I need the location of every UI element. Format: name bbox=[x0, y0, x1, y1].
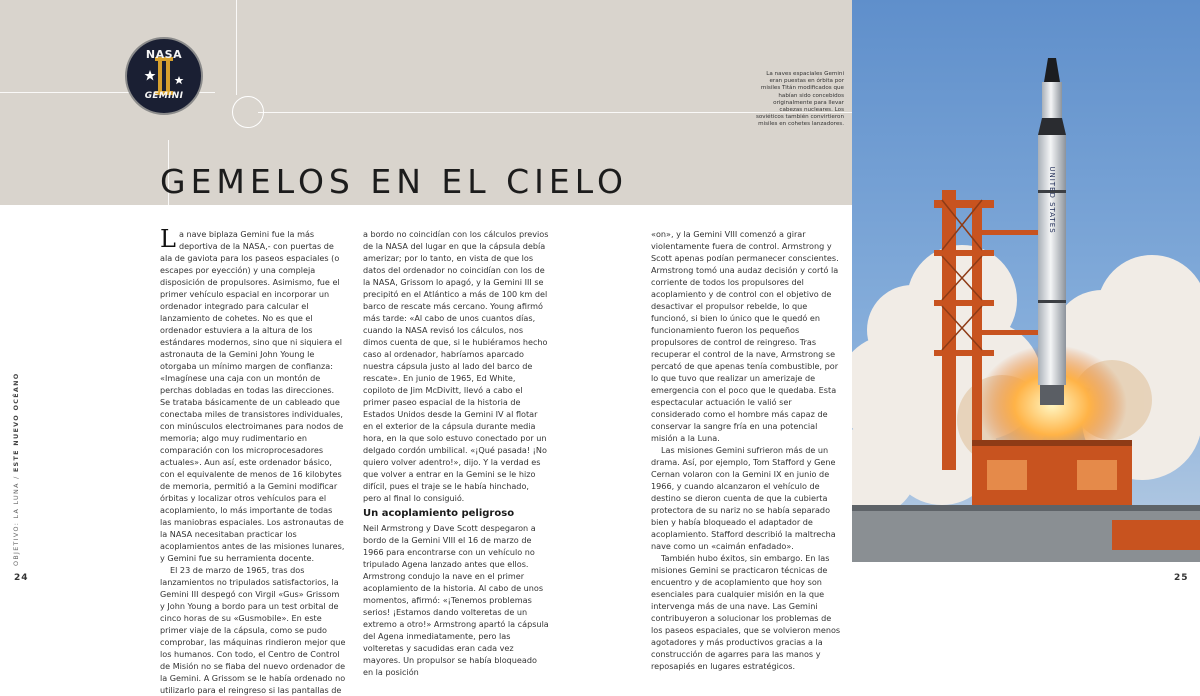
deco-ring bbox=[232, 96, 264, 128]
side-label-part2: ESTE NUEVO OCÉANO bbox=[12, 372, 20, 473]
text-column-1 bbox=[160, 225, 346, 696]
text-column-3 bbox=[651, 228, 841, 672]
text-column-2 bbox=[363, 228, 549, 678]
section-subhead: Un acoplamiento peligroso bbox=[363, 508, 515, 519]
paragraph: Las misiones Gemini sufrieron más de un drama. Así, por ejemplo, Tom Stafford y Gene Cernan volaron con la Gemini IX en junio de 1966, y cuando alcanzaron el vehículo de destino se dieron cuenta de que la cubierta protectora de su nariz no se había separado bien y había bloqueado el adaptador de acoplamiento. Stafford describió la maltrecha nave como un «caimán enfadado». bbox=[651, 445, 836, 551]
paragraph: «on», y la Gemini VIII comenzó a girar violentamente fuera de control. Armstrong y Scott apenas podían permanecer conscientes. Armstrong tomó una audaz decisión y cortó la corriente de todos los propulsores del acoplamiento y de control con el objetivo de desactivar el propulsor rebelde, lo que funcionó, si bien lo único que le quedó en funcionamiento fueron los pequeños propulsores de control de reingreso. Tras recuperar el control de la nave, Armstrong se percató de que apenas tenía combustible, por lo que tuvo que realizar un amerizaje de emergencia con el poco que le quedaba. Esta espectacular actuación le valió ser considerado como el hombre más capaz de conservar la sangre fría en una potencial misión a la Luna. bbox=[651, 229, 839, 443]
photo-caption: La naves espaciales Gemini eran puestas en órbita por misiles Titán modificados que habían sido concebidos originalmente para llevar cabezas nucleares. Los soviéticos también convirtieron misiles en cohetes lanzadores. bbox=[755, 71, 844, 128]
titan-rocket-illustration bbox=[852, 0, 1200, 562]
nasa-gemini-badge bbox=[125, 37, 203, 115]
paragraph: El 23 de marzo de 1965, tras dos lanzamientos no tripulados satisfactorios, la Gemini III despegó con Virgil «Gus» Grissom y John Young a bordo para un test orbital de cinco horas de su «Gusmobile». En este primer viaje de la cápsula, como se pudo comprobar, las máquinas rindieron mejor que los humanos. Con todo, el Centro de Control de Misión no se fiaba del nuevo ordenador de la Gemini. A Grissom se le había ordenado no utilizarlo para el reingreso si las pantallas de bbox=[160, 565, 346, 695]
paragraph: a nave biplaza Gemini fue la más deportiva de la NASA,- con puertas de ala de gaviota para los paseos espaciales (o escapes por eyección) y una compleja disposición de propulsores. Asimismo, fue el primer vehículo espacial en incorporar un ordenador integrado para calcular el lanzamiento de cohetes. No es que el ordenador estuviera a la altura de los estándares modernos, sino que ni siquiera el astronauta de la Gemini John Young le otorgaba un mínimo margen de confianza: «Imagínese una caja con un montón de perchas dobladas en todas las direcciones. Se trataba básicamente de un cableado que conectaba miles de transistores individuales, con minúsculos electroimanes para nodos de memoria; algo muy rudimentario en comparación con los microprocesadores actuales». Aun así, este ordenador básico, con el equivalente de menos de 16 kilobytes de memoria, permitió a la Gemini modificar órbitas y localizar otros vehículos para el acoplamiento, lo más importante de todas las maniobras espaciales. Los astronautas de la NASA necesitaban practicar los acoplamientos antes de las misiones lunares, y Gemini fue su herramienta docente. bbox=[160, 229, 345, 563]
drop-cap: L bbox=[160, 225, 176, 253]
badge-nasa-text: NASA bbox=[145, 48, 183, 61]
paragraph: También hubo éxitos, sin embargo. En las misiones Gemini se practicaron técnicas de encuentro y de acoplamiento que hoy son esenciales para cualquier misión en la que intervenga más de una nave. Las Gemini contribuyeron a solucionar los problemas de los paseos espaciales, que se volvieron menos agotadores y más productivos gracias a la construcción de agarres para las manos y reposapiés en lugares estratégicos. bbox=[651, 553, 841, 671]
badge-gemini-text: GEMINI bbox=[144, 91, 184, 101]
rocket-label: UNITED STATES bbox=[1048, 166, 1056, 234]
rocket-launch-photo bbox=[852, 0, 1200, 562]
side-label-part1: OBJETIVO: LA LUNA / bbox=[12, 472, 20, 566]
paragraph: Neil Armstrong y Dave Scott despegaron a bordo de la Gemini VIII el 16 de marzo de 1966 para encontrarse con un vehículo no tripulado Agena lanzado antes que ellos. Armstrong condujo la nave en el primer acoplamiento de la historia. Al cabo de unos momentos, afirmó: «¡Tenemos problemas serios! ¡Estamos dando volteretas de un extremo a otro!» Armstrong apartó la cápsula del Agena inmediatamente, pero las volteretas y sacudidas eran cada vez mayores. Un propulsor se había bloqueado en la posición bbox=[363, 523, 549, 677]
deco-line bbox=[236, 0, 237, 95]
paragraph: a bordo no coincidían con los cálculos previos de la NASA del lugar en que la cápsula debía amerizar; por lo tanto, en vista de que los datos del ordenador no coincidían con los de la NASA, Grissom lo apagó, y la Gemini III se precipitó en el Atlántico a más de 100 km del barco de rescate más cercano. Young afirmó más tarde: «Al cabo de unos cuantos días, cuando la NASA revisó los cálculos, nos dimos cuenta de que, si le hubiéramos hecho caso al ordenador, habríamos aparcado nuestra cápsula justo al lado del barco de rescate». En junio de 1965, Ed White, copiloto de Jim McDivitt, llevó a cabo el primer paseo espacial de la historia de Estados Unidos desde la Gemini IV al flotar en el exterior de la cápsula durante media hora, en la que solo estuvo conectado por un delgado cordón umbilical. «¡Qué pasada! ¡No quiero volver adentro!», dijo. Y la verdad es que volver a entrar en la Gemini se le hizo difícil, pues el traje se le había hinchado, pero al final lo consiguió. bbox=[363, 229, 549, 503]
page-number-right: 25 bbox=[1174, 573, 1189, 583]
page-number-left: 24 bbox=[14, 573, 29, 583]
side-section-label bbox=[12, 372, 20, 566]
page-title: GEMELOS EN EL CIELO bbox=[160, 162, 628, 202]
